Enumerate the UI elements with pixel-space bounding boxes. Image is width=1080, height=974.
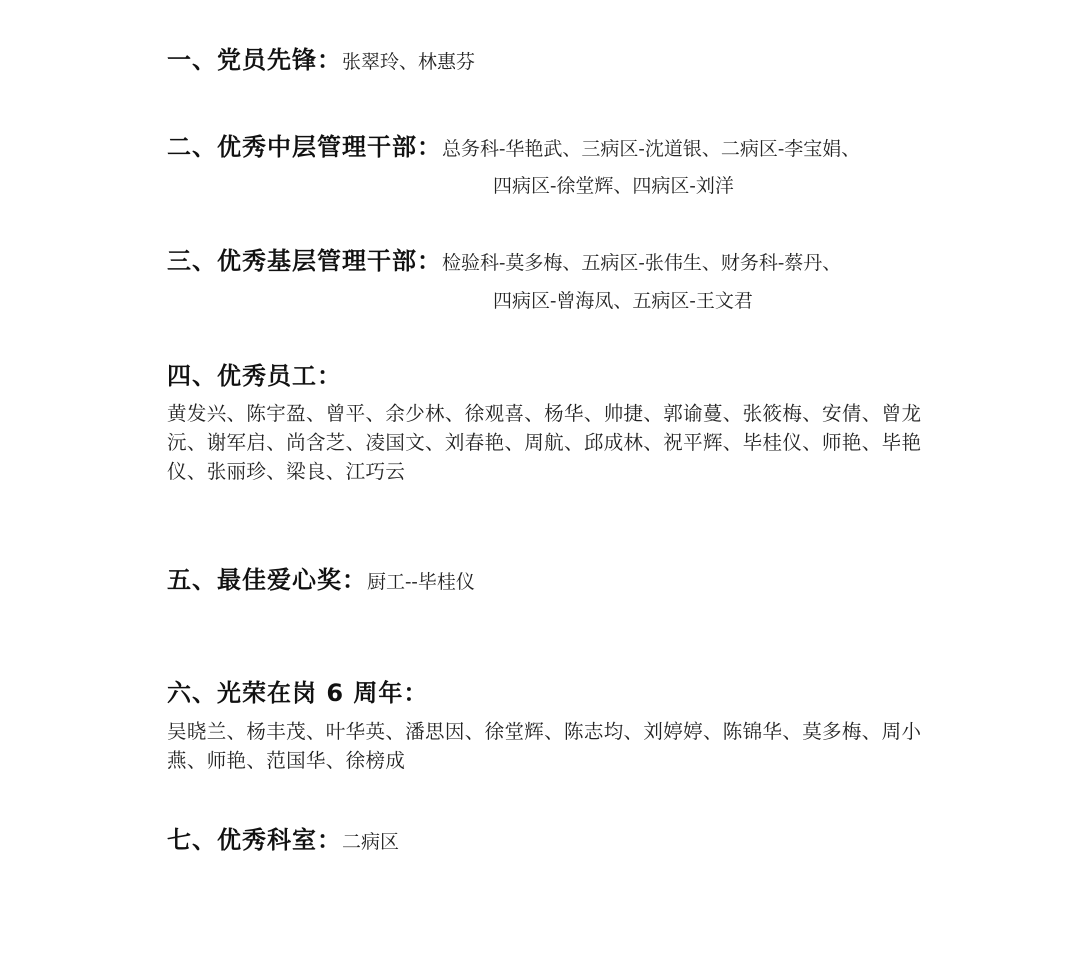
section-heading: 一、党员先锋： [167, 46, 342, 74]
names-row: 吴晓兰、杨丰茂、叶华英、潘思因、徐堂辉、陈志均、刘婷婷、陈锦华、莫多梅、周小 [167, 720, 922, 743]
section-party-pioneer [167, 40, 475, 75]
section-names: 厨工--毕桂仪 [367, 571, 475, 593]
names-row: 燕、师艳、范国华、徐榜成 [167, 749, 406, 772]
section-names: 张翠玲、林惠芬 [342, 51, 476, 73]
section-middle-managers [167, 127, 860, 162]
section-names-line-1: 总务科-华艳武、三病区-沈道银、二病区-李宝娟、 [442, 138, 861, 160]
section-best-kindness-award [167, 560, 475, 595]
section-names-paragraph [167, 399, 942, 486]
section-six-year-service [167, 673, 428, 708]
section-heading: 五、最佳爱心奖： [167, 566, 367, 594]
names-row: 黄发兴、陈宇盈、曾平、余少林、徐观喜、杨华、帅捷、郭谕蔓、张筱梅、安倩、曾龙 [167, 402, 922, 425]
section-outstanding-staff [167, 356, 342, 391]
section-names-line-1: 检验科-莫多梅、五病区-张伟生、财务科-蔡丹、 [442, 252, 842, 274]
section-heading: 四、优秀员工： [167, 362, 342, 390]
section-heading: 三、优秀基层管理干部： [167, 247, 442, 275]
section-names-line-2: 四病区-徐堂辉、四病区-刘洋 [493, 175, 734, 197]
names-row: 沅、谢军启、尚含芝、凌国文、刘春艳、周航、邱成林、祝平辉、毕桂仪、师艳、毕艳 [167, 431, 922, 454]
section-outstanding-department [167, 820, 399, 855]
section-heading: 二、优秀中层管理干部： [167, 133, 442, 161]
section-heading: 七、优秀科室： [167, 826, 342, 854]
section-names: 二病区 [342, 831, 400, 853]
names-row: 仪、张丽珍、梁良、江巧云 [167, 460, 406, 483]
section-grassroots-managers [167, 241, 841, 276]
section-names-line-2: 四病区-曾海凤、五病区-王文君 [493, 290, 753, 312]
section-names-paragraph [167, 717, 942, 775]
section-heading: 六、光荣在岗 6 周年： [167, 679, 429, 707]
